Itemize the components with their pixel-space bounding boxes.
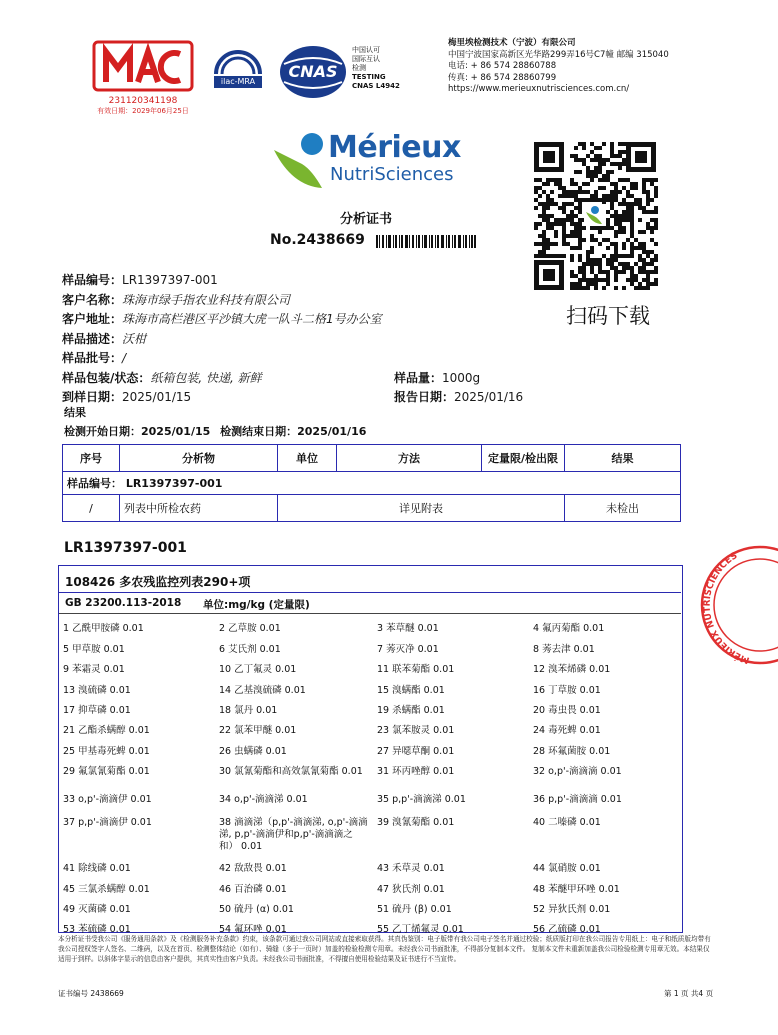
pesticide-item: 11 联苯菊酯 0.01	[377, 664, 455, 675]
pesticide-grid	[59, 566, 681, 935]
client-address-row	[62, 309, 682, 329]
pesticide-item: 53 苯硫磷 0.01	[63, 924, 131, 935]
sample-qty-label: 样品量：	[394, 370, 443, 385]
pesticide-list-box	[58, 565, 683, 933]
merieux-logo	[272, 130, 462, 192]
cma-number: 231120341198	[108, 96, 178, 106]
col-method: 方法	[337, 445, 482, 472]
sample-batch-value: /	[122, 351, 127, 365]
qr-code-icon	[534, 142, 656, 290]
col-result: 结果	[565, 445, 681, 472]
pesticide-item: 39 溴氰菊酯 0.01	[377, 817, 455, 828]
report-date-value: 2025/01/16	[454, 390, 524, 404]
sample-desc-label: 样品描述：	[62, 331, 123, 346]
ilac-emblem-icon	[208, 44, 268, 100]
pesticide-item: 36 p,p'-滴滴滴 0.01	[533, 794, 622, 805]
summary-table	[62, 444, 681, 522]
sample-pack-row	[62, 368, 682, 388]
summary-data-row	[63, 495, 681, 522]
barcode-icon	[376, 235, 476, 248]
pesticide-item: 37 p,p'-滴滴伊 0.01	[63, 817, 152, 828]
sample-desc-value: 沃柑	[122, 331, 147, 346]
company-name: 梅里埃检测技术（宁波）有限公司	[448, 38, 576, 48]
pesticide-item: 45 三氯杀螨醇 0.01	[63, 884, 150, 895]
cnas-desc-2: 检测	[352, 64, 366, 72]
cma-emblem-icon	[88, 38, 198, 94]
pesticide-item: 47 狄氏剂 0.01	[377, 884, 445, 895]
pesticide-item: 9 苯霜灵 0.01	[63, 664, 125, 675]
sample-pack-value: 纸箱包装, 快递, 新鲜	[150, 370, 262, 385]
cnas-desc-3: TESTING	[352, 73, 386, 81]
qr-caption: 扫码下载	[566, 304, 650, 328]
pesticide-item: 7 莠灭净 0.01	[377, 644, 439, 655]
pesticide-item: 12 溴苯烯磷 0.01	[533, 664, 611, 675]
pesticide-item: 13 溴硫磷 0.01	[63, 685, 131, 696]
pesticide-item: 44 氯硝胺 0.01	[533, 863, 601, 874]
company-address: 中国宁波国家高新区光华路299弄16号C7幢 邮编 315040	[448, 49, 669, 60]
dates-row	[62, 387, 682, 407]
pesticide-item: 23 氯苯胺灵 0.01	[377, 725, 455, 736]
sample-qty-value: 1000g	[442, 370, 481, 385]
pesticide-item: 33 o,p'-滴滴伊 0.01	[63, 794, 152, 805]
pesticide-item: 25 甲基毒死蜱 0.01	[63, 746, 150, 757]
pesticide-item: 40 二嗪磷 0.01	[533, 817, 601, 828]
pesticide-item: 5 甲草胺 0.01	[63, 644, 125, 655]
sample-code-label: 样品编号：	[62, 273, 123, 287]
sample-batch-label: 样品批号：	[62, 351, 123, 365]
pesticide-item: 14 乙基溴硫磷 0.01	[219, 685, 306, 696]
client-label: 客户名称：	[62, 292, 123, 307]
standard-code: GB 23200.113-2018	[65, 597, 182, 609]
test-start-label: 检测开始日期：	[64, 425, 141, 438]
pesticide-item: 24 毒死蜱 0.01	[533, 725, 601, 736]
summary-sample-row	[63, 472, 681, 495]
row-seq: /	[63, 495, 120, 522]
pesticide-item: 38 滴滴涕（p,p'-滴滴涕, o,p'-滴滴涕, p,p'-滴滴伊和p,p'-滴滴滴之和） 0.01	[219, 817, 368, 852]
pesticide-item: 31 环丙唑醇 0.01	[377, 766, 455, 777]
summary-sample-code: 样品编号： LR1397397-001	[63, 472, 681, 495]
svg-text:MÉRIEUX NUTRISCIENCES: MÉRIEUX NUTRISCIENCES	[702, 551, 752, 665]
unit-note: 单位:mg/kg (定量限)	[203, 599, 310, 611]
red-stamp-icon	[698, 540, 778, 670]
cma-validity: 有效日期：2029年06月25日	[97, 107, 189, 115]
footer-page: 第 1 页 共4 页	[664, 989, 714, 998]
pesticide-item: 16 丁草胺 0.01	[533, 685, 601, 696]
sample-info	[62, 270, 682, 407]
pesticide-item: 46 百治磷 0.01	[219, 884, 287, 895]
cma-logo	[88, 38, 198, 115]
pesticide-item: 1 乙酰甲胺磷 0.01	[63, 623, 144, 634]
pesticide-item: 42 敌敌畏 0.01	[219, 863, 287, 874]
pesticide-item: 8 莠去津 0.01	[533, 644, 595, 655]
brand-sub: NutriSciences	[330, 164, 454, 185]
cnas-logo-text: CNAS	[288, 62, 338, 81]
pesticide-item: 32 o,p'-滴滴滴 0.01	[533, 766, 622, 777]
document-title: 分析证书	[340, 212, 393, 227]
col-seq: 序号	[63, 445, 120, 472]
footnote: 本分析证书受我公司《服务通用条款》及《检测服务补充条款》约束，该条款可通过我公司网站或直接索取获得。其真伪鉴别：电子版带有我公司电子签名并通过校验；纸质版打印在我公司报告专用纸上：电子和纸质版均带有我公司授权签字人签名、二维码，以及在首页、检测整体结论（如有）、骑缝（多于一页时）加盖的检验检测专用章。未经我公司书面批准，不得部分复制本文件。 复制本文件未重新加盖我公司检验检测专用章无效。本结果仅适用于到样。以斜体字显示的信息由客户提供，其真实性由客户负责。未经我公司书面批准，不得擅自使用检验结果及证书进行不当宣传。	[58, 935, 711, 963]
report-date-label: 报告日期：	[394, 390, 455, 404]
row-result: 未检出	[565, 495, 681, 522]
col-unit: 单位	[278, 445, 337, 472]
ilac-logo	[208, 44, 268, 100]
pesticide-item: 17 抑草磷 0.01	[63, 705, 131, 716]
brand-name: Mérieux	[328, 130, 461, 165]
pesticide-item: 20 毒虫畏 0.01	[533, 705, 601, 716]
sample-pack-label: 样品包装/状态：	[62, 370, 151, 385]
pesticide-list-title: 108426 多农残监控列表290+项	[65, 575, 251, 589]
company-fax: 传真: + 86 574 28860799	[448, 72, 557, 83]
cnas-desc-0: 中国认可	[352, 46, 380, 54]
merieux-leaf-icon	[272, 130, 330, 192]
arrival-date-value: 2025/01/15	[122, 390, 192, 404]
col-limit: 定量限/检出限	[482, 445, 565, 472]
pesticide-item: 2 乙草胺 0.01	[219, 623, 281, 634]
pesticide-item: 21 乙酯杀螨醇 0.01	[63, 725, 150, 736]
cnas-logo	[278, 44, 348, 100]
pesticide-item: 54 氟环唑 0.01	[219, 924, 287, 935]
pesticide-item: 34 o,p'-滴滴涕 0.01	[219, 794, 308, 805]
certificate-number: No.2438669	[270, 232, 365, 248]
pesticide-item: 30 氯氰菊酯和高效氯氰菊酯 0.01	[219, 766, 363, 777]
pesticide-item: 26 虫螨磷 0.01	[219, 746, 287, 757]
pesticide-item: 49 灭菌磷 0.01	[63, 904, 131, 915]
cnas-desc	[352, 46, 400, 91]
client-address-label: 客户地址：	[62, 312, 123, 326]
pesticide-item: 56 乙硫磷 0.01	[533, 924, 601, 935]
pesticide-item: 18 氯丹 0.01	[219, 705, 278, 716]
detail-sample-code: LR1397397-001	[64, 540, 187, 556]
results-heading: 结果	[64, 406, 86, 419]
pesticide-item: 10 乙丁氟灵 0.01	[219, 664, 297, 675]
pesticide-item: 6 艾氏剂 0.01	[219, 644, 281, 655]
sample-desc-row	[62, 329, 682, 349]
cnas-desc-4: CNAS L4942	[352, 82, 400, 90]
pesticide-item: 52 异狄氏剂 0.01	[533, 904, 611, 915]
pesticide-item: 50 硫丹 (α) 0.01	[219, 904, 294, 915]
col-analyte: 分析物	[120, 445, 278, 472]
row-analyte: 列表中所检农药	[120, 495, 278, 522]
footer-cert-id: 证书编号 2438669	[58, 989, 124, 998]
sample-code-value: LR1397397-001	[122, 273, 218, 287]
qr-code	[534, 142, 656, 290]
barcode	[376, 233, 476, 246]
pesticide-item: 41 除线磷 0.01	[63, 863, 131, 874]
pesticide-item: 43 禾草灵 0.01	[377, 863, 445, 874]
sample-batch-row	[62, 348, 682, 368]
pesticide-item: 48 苯醚甲环唑 0.01	[533, 884, 620, 895]
pesticide-item: 15 溴螨酯 0.01	[377, 685, 445, 696]
pesticide-item: 55 乙丁烯氟灵 0.01	[377, 924, 464, 935]
pesticide-item: 22 氯苯甲醚 0.01	[219, 725, 297, 736]
company-phone: 电话: + 86 574 28860788	[448, 61, 557, 71]
company-info	[448, 38, 718, 96]
pesticide-item: 35 p,p'-滴滴涕 0.01	[377, 794, 466, 805]
row-method: 详见附表	[278, 495, 565, 522]
test-start-value: 2025/01/15	[141, 425, 211, 438]
pesticide-item: 19 杀螨酯 0.01	[377, 705, 445, 716]
inspection-stamp	[698, 540, 778, 670]
pesticide-item: 4 氟丙菊酯 0.01	[533, 623, 605, 634]
client-address-value: 珠海市高栏港区平沙镇大虎一队斗二格1号办公室	[122, 312, 382, 326]
test-end-value: 2025/01/16	[297, 425, 367, 438]
test-dates	[64, 423, 366, 439]
client-row	[62, 290, 682, 310]
summary-header-row	[63, 445, 681, 472]
pesticide-item: 3 苯草醚 0.01	[377, 623, 439, 634]
client-value: 珠海市绿手指农业科技有限公司	[122, 292, 291, 307]
sample-code-row	[62, 270, 682, 290]
ilac-text: ilac-MRA	[220, 77, 256, 86]
pesticide-item: 29 氟氯氰菊酯 0.01	[63, 766, 150, 777]
company-website[interactable]: https://www.merieuxnutrisciences.com.cn/	[448, 84, 630, 94]
arrival-date-label: 到样日期：	[62, 390, 123, 404]
pesticide-item: 51 硫丹 (β) 0.01	[377, 904, 452, 915]
test-end-label: 检测结束日期：	[220, 425, 298, 438]
cnas-desc-1: 国际互认	[352, 55, 380, 63]
pesticide-item: 28 环氟菌胺 0.01	[533, 746, 611, 757]
pesticide-item: 27 异噁草酮 0.01	[377, 746, 455, 757]
